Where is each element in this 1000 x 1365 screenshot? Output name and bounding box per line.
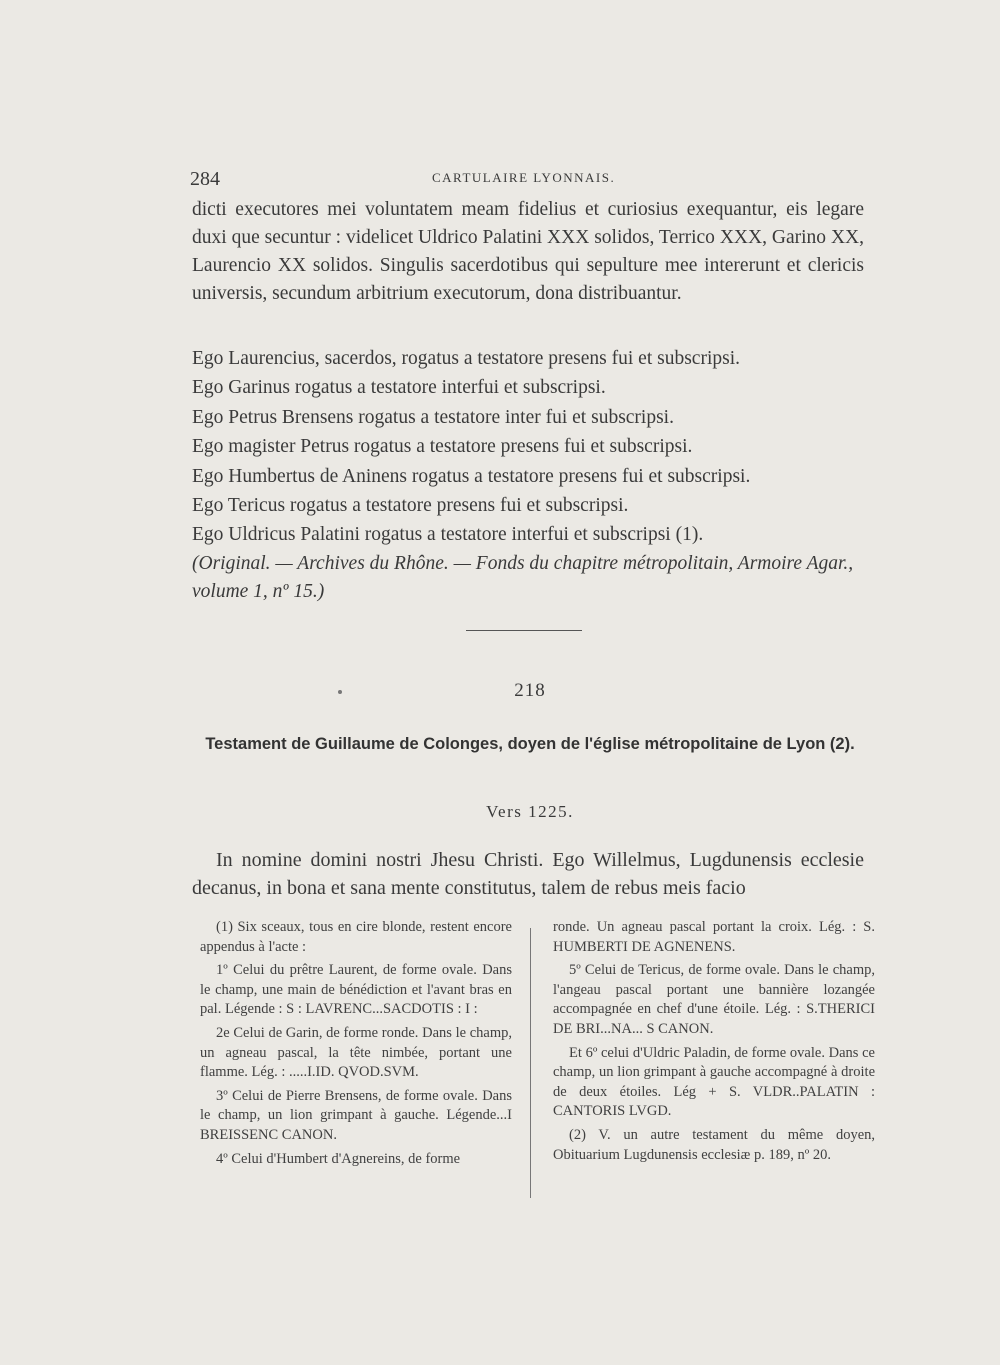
running-title: CARTULAIRE LYONNAIS.	[432, 170, 616, 185]
source-citation: (Original. — Archives du Rhône. — Fonds du chapitre métropolitain, Armoire Agar., volume 1, nº 15.)	[192, 553, 854, 602]
footnotes-left-column	[200, 918, 512, 1173]
paragraph-opening: In nomine domini nostri Jhesu Christi. Ego Willelmus, Lugdunensis ecclesie decanus, in bona et sana mente constitutus, talem de rebus meis facio	[192, 849, 864, 899]
section-divider	[466, 630, 582, 631]
signature-line: Ego Garinus rogatus a testatore interfui et subscripsi.	[192, 377, 606, 399]
signature-line: Ego magister Petrus rogatus a testatore presens fui et subscripsi.	[192, 436, 693, 458]
page-header	[190, 168, 870, 194]
footnote: Et 6º celui d'Uldric Paladin, de forme ovale. Dans ce champ, un lion grimpant à gauche accompagné à droite de deux étoiles. Lég + S. VLDR..PALATIN : CANTORIS LVGD.	[553, 1044, 875, 1120]
footnote: ronde. Un agneau pascal portant la croix. Lég. : S. HUMBERTI DE AGNENENS.	[553, 919, 875, 955]
footnote: 5º Celui de Tericus, de forme ovale. Dans le champ, l'angeau pascal portant une bannière lozangée accompagnée en chef d'une étoile. Lég. : S.THERICI DE BRI...NA... S CANON.	[553, 962, 875, 1037]
signature-line: Ego Petrus Brensens rogatus a testatore inter fui et subscripsi.	[192, 406, 674, 428]
footnote: 3º Celui de Pierre Brensens, de forme ovale. Dans le champ, un lion grimpant à gauche. Légende...I BREISSENC CANON.	[200, 1087, 512, 1143]
document-date: Vers 1225.	[486, 802, 574, 821]
page-number: 284	[190, 168, 220, 190]
footnote: 1º Celui du prêtre Laurent, de forme ovale. Dans le champ, une main de bénédiction et l'avant bras en pal. Légende : S : LAVRENC...SACDOTIS : I :	[200, 962, 512, 1018]
paragraph-continuation: dicti executores mei voluntatem meam fidelius et curiosius exequantur, eis legare duxi que secuntur : videlicet Uldrico Palatini XXX solidos, Terrico XXX, Garino XX, Laurencio XX solidos. Singulis sacerdotibus qui sepulture mee intererunt et clericis universis, secundum arbitrium executorum, dona distribuantur.	[192, 199, 864, 304]
document-title: Testament de Guillaume de Colonges, doyen de l'église métropolitaine de Lyon (2).	[205, 735, 855, 753]
signature-list	[192, 344, 864, 550]
column-divider	[530, 928, 531, 1198]
footnote: 4º Celui d'Humbert d'Agnereins, de forme	[216, 1150, 461, 1167]
signature-line: Ego Tericus rogatus a testatore presens fui et subscripsi.	[192, 495, 629, 517]
signature-line: Ego Humbertus de Aninens rogatus a testatore presens fui et subscripsi.	[192, 465, 751, 487]
signature-line: Ego Uldricus Palatini rogatus a testatore interfui et subscripsi (1).	[192, 524, 704, 546]
footnote: (1) Six sceaux, tous en cire blonde, restent encore appendus à l'acte :	[200, 919, 512, 955]
footnotes-right-column	[553, 918, 875, 1169]
signature-line: Ego Laurencius, sacerdos, rogatus a testatore presens fui et subscripsi.	[192, 348, 740, 369]
document-number: 218	[514, 680, 546, 701]
footnote: (2) V. un autre testament du même doyen, Obituarium Lugdunensis ecclesiæ p. 189, nº 20.	[553, 1126, 875, 1163]
footnote: 2e Celui de Garin, de forme ronde. Dans le champ, un agneau pascal, la tête nimbée, portant une flamme. Lég. : .....I.ID. QVOD.SVM.	[200, 1024, 512, 1081]
